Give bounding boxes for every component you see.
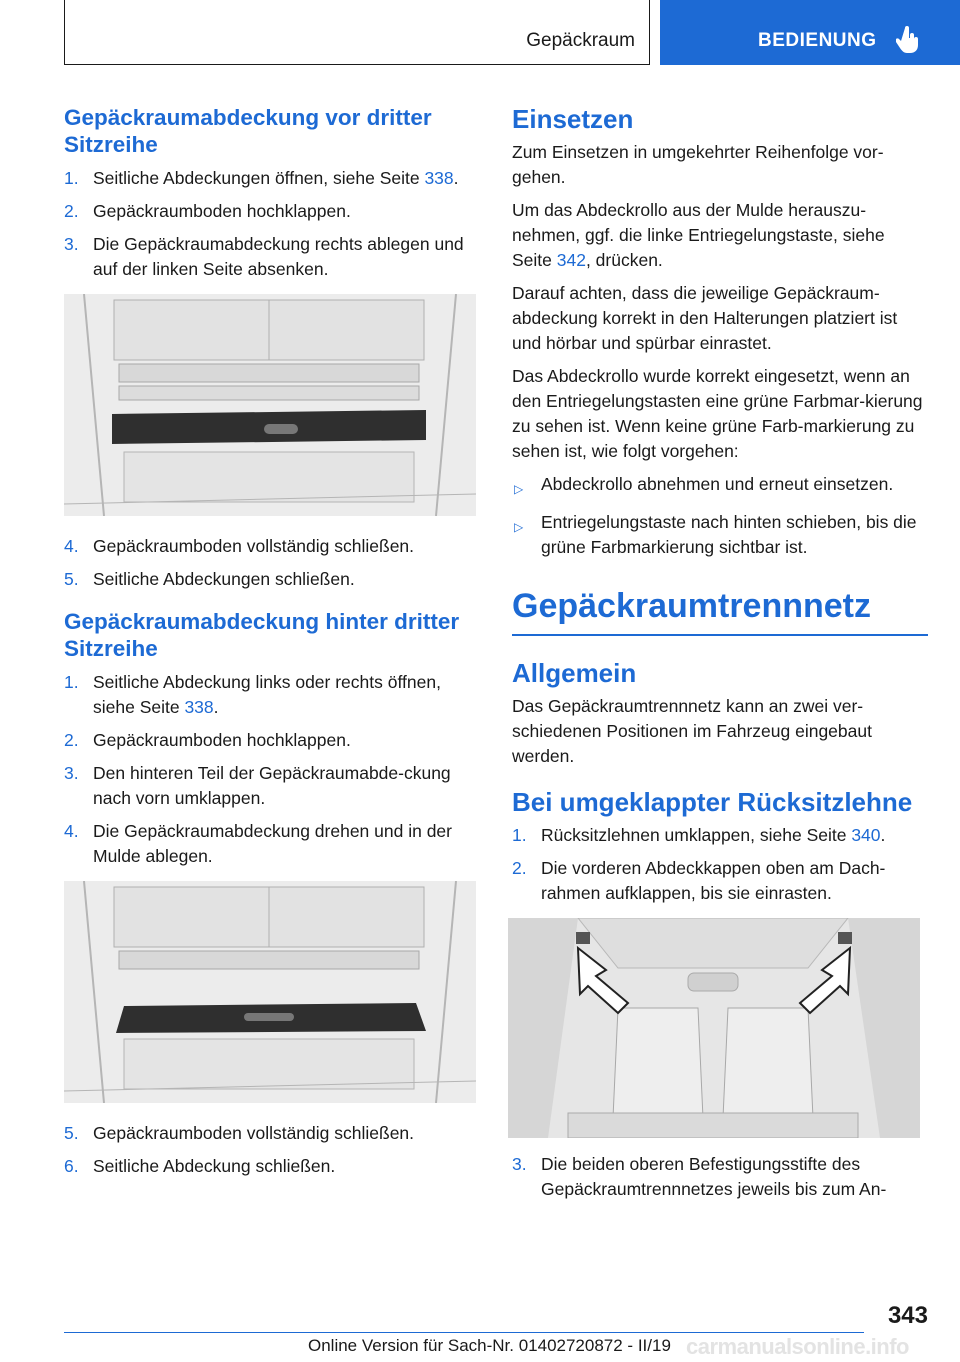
page-link[interactable]: 338 [424, 168, 454, 188]
list-item: 4. Gepäckraumboden vollständig schließen. [64, 536, 415, 556]
bullet-triangle-icon: ▷ [514, 520, 524, 534]
steps-cover-rear-close [64, 1121, 476, 1179]
figure-cover-rear [64, 881, 476, 1103]
heading-einsetzen: Einsetzen [512, 104, 634, 134]
heading-cover-rear: Gepäckraumabdeckung hinter dritter Sitzreihe [64, 609, 460, 661]
page-link[interactable]: 342 [556, 250, 586, 270]
page-link[interactable]: 338 [184, 697, 214, 717]
list-item: 3. Die beiden oberen Befestigungsstifte des Gepäckraumtrennnetzes jeweils bis zum An‐ [512, 1154, 887, 1199]
header-section-title: Gepäckraum [526, 30, 635, 51]
figure-roof-caps [508, 918, 920, 1138]
list-item: 3. Die Gepäckraumabdeckung rechts ablegen und auf der linken Seite absenken. [64, 234, 464, 279]
footer-rule [64, 1332, 864, 1333]
figure-cover-front [64, 294, 476, 516]
list-item: 1. Seitliche Abdeckungen öffnen, siehe Seite 338. [64, 168, 459, 188]
list-item: 1. Rücksitzlehnen umklappen, siehe Seite 340. [512, 825, 886, 845]
list-item: ▷ Abdeckrollo abnehmen und erneut einsetzen. [512, 472, 928, 502]
bullet-list [512, 472, 928, 560]
steps-cover-front [64, 166, 476, 282]
hand-pointer-icon [896, 26, 920, 54]
list-item: 2. Gepäckraumboden hochklappen. [64, 730, 351, 750]
list-item: 4. Die Gepäckraumabdeckung drehen und in der Mulde ablegen. [64, 821, 452, 866]
heading-umgeklappt: Bei umgeklappter Rücksitzlehne [512, 787, 913, 817]
paragraph: Zum Einsetzen in umgekehrter Reihenfolge vor‐gehen. [512, 142, 884, 187]
list-item: 6. Seitliche Abdeckung schließen. [64, 1156, 336, 1176]
steps-net-pins [512, 1152, 928, 1202]
list-item: 5. Seitliche Abdeckungen schließen. [64, 569, 355, 589]
watermark: carmanualsonline.info [686, 1334, 909, 1359]
heading-cover-front: Gepäckraumabdeckung vor dritter Sitzreihe [64, 105, 432, 157]
footer-note: Online Version für Sach-Nr. 01402720872 - II/19 [308, 1336, 671, 1355]
header-chapter-tab [660, 0, 960, 65]
steps-cover-front-close [64, 534, 476, 592]
list-item: 1. Seitliche Abdeckung links oder rechts öffnen, siehe Seite 338. [64, 672, 441, 717]
steps-net [512, 823, 928, 906]
header-section-box [64, 0, 650, 65]
right-column [512, 104, 928, 1210]
header-chapter-title: BEDIENUNG [758, 30, 877, 51]
left-column [64, 104, 476, 1187]
heading-allgemein: Allgemein [512, 658, 637, 688]
paragraph: Das Abdeckrollo wurde korrekt eingesetzt, wenn an den Entriegelungstasten eine grüne Farbmar‐kierung zu sehen ist. Wenn keine grüne Farb‐markierung zu sehen ist, wie folgt vorgehen: [512, 366, 923, 461]
paragraph: Um das Abdeckrollo aus der Mulde herauszu‐nehmen, ggf. die linke Entriegelungstaste, siehe Seite 342, drücken. [512, 200, 885, 270]
page-link[interactable]: 340 [851, 825, 881, 845]
chapter-title: Gepäckraumtrennnetz [512, 586, 928, 636]
list-item: ▷ Entriegelungstaste nach hinten schieben, bis die grüne Farbmarkierung sichtbar ist. [512, 510, 928, 560]
list-item: 5. Gepäckraumboden vollständig schließen. [64, 1123, 415, 1143]
list-item: 2. Die vorderen Abdeckkappen oben am Dach‐rahmen aufklappen, bis sie einrasten. [512, 858, 886, 903]
list-item: 3. Den hinteren Teil der Gepäckraumabde‐ckung nach vorn umklappen. [64, 763, 451, 808]
steps-cover-rear [64, 670, 476, 869]
paragraph: Das Gepäckraumtrennnetz kann an zwei ver‐schiedenen Positionen im Fahrzeug eingebaut werden. [512, 696, 872, 766]
bullet-triangle-icon: ▷ [514, 482, 524, 496]
page-number: 343 [887, 1302, 928, 1329]
paragraph: Darauf achten, dass die jeweilige Gepäckraum‐abdeckung korrekt in den Halterungen platziert ist und hörbar und spürbar einrastet. [512, 283, 898, 353]
list-item: 2. Gepäckraumboden hochklappen. [64, 201, 351, 221]
